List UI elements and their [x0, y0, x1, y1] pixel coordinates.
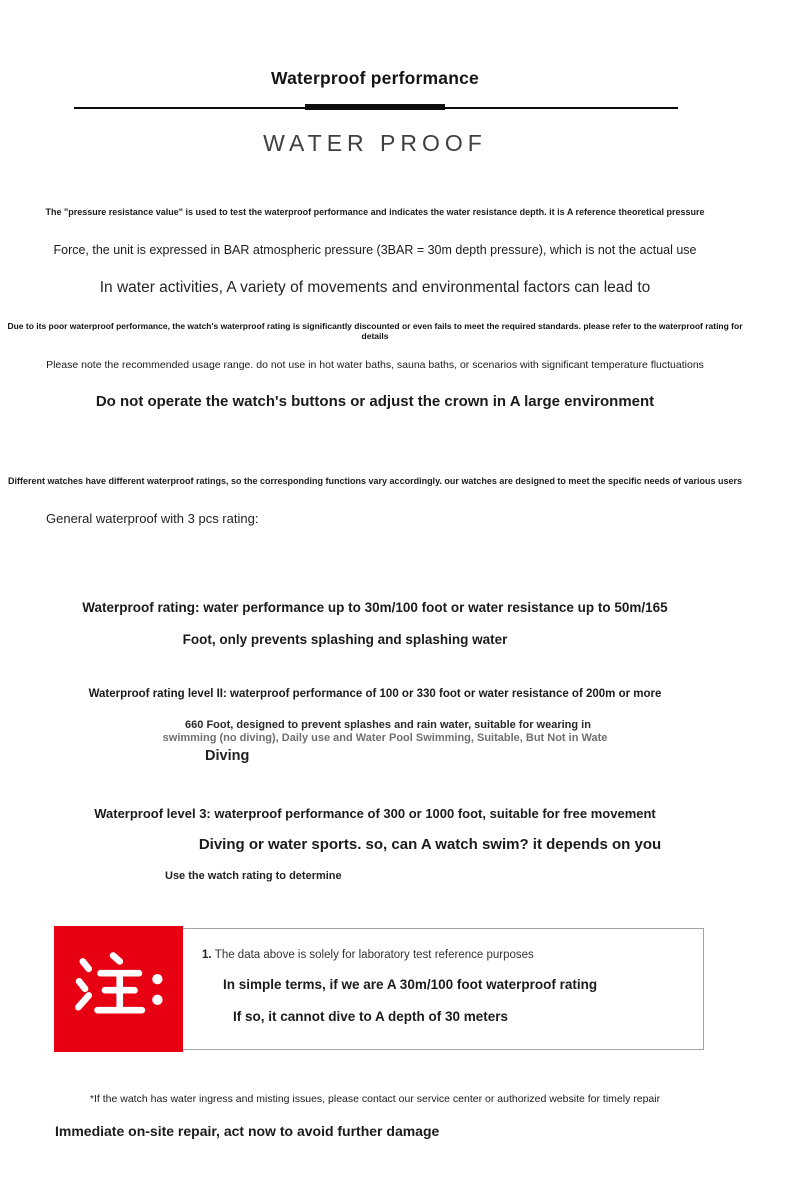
note-item-1-number: 1. [202, 949, 215, 961]
rating-level3-line1: Waterproof level 3: waterproof performance of 300 or 1000 foot, suitable for free movement [94, 806, 656, 821]
intro-line-do-not-operate: Do not operate the watch's buttons or adjust the crown in A large environment [95, 393, 655, 410]
note-item-2: In simple terms, if we are A 30m/100 foot waterproof rating [223, 977, 598, 992]
rating-level2-line1: Waterproof rating level II: waterproof performance of 100 or 330 foot or water resistance of 200m or more [88, 688, 662, 700]
note-item-1-text: The data above is solely for laboratory test reference purposes [214, 949, 534, 961]
footer-service-line: *If the watch has water ingress and misting issues, please contact our service center or authorized website for timely repair [89, 1093, 661, 1105]
note-item-1 [202, 949, 534, 961]
intro-line-usage-range: Please note the recommended usage range. do not use in hot water baths, sauna baths, or scenarios with significant temperature fluctuations [46, 359, 704, 371]
intro-line-bar-unit: Force, the unit is expressed in BAR atmospheric pressure (3BAR = 30m depth pressure), which is not the actual use [53, 243, 697, 257]
rating-level2-clipped-line: swimming (no diving), Daily use and Water Pool Swimming, Suitable, But Not in Wate [162, 732, 608, 744]
note-box [54, 928, 704, 1050]
rating-level1-line2: Foot, only prevents splashing and splashing water [182, 632, 508, 647]
rating-level3-line2: Diving or water sports. so, can A watch swim? it depends on you [198, 836, 662, 853]
intro-line-water-activities: In water activities, A variety of movements and environmental factors can lead to [99, 279, 651, 296]
page-title: Waterproof performance [271, 68, 479, 88]
ratings-intro-note: Different watches have different waterproof ratings, so the corresponding functions vary accordingly. our watches are designed to meet the specific needs of various users [7, 476, 742, 486]
ratings-heading: General waterproof with 3 pcs rating: [46, 511, 259, 526]
divider-thick-bar [305, 104, 445, 110]
footer-repair-line: Immediate on-site repair, act now to avoid further damage [55, 1123, 440, 1139]
note-chinese-label-icon [71, 940, 167, 1036]
rating-level2-diving-label: Diving [205, 748, 250, 764]
intro-line-poor-performance: Due to its poor waterproof performance, the watch's waterproof rating is significantly discounted or even fails to meet the required standards. please refer to the waterproof rating for details [7, 321, 743, 341]
rating-level1-line1: Waterproof rating: water performance up to 30m/100 foot or water resistance up to 50m/165 [82, 600, 668, 615]
rating-level3-line3: Use the watch rating to determine [165, 870, 342, 882]
page-subtitle: WATER PROOF [263, 130, 487, 156]
intro-line-pressure-value: The "pressure resistance value" is used to test the waterproof performance and indicates the water resistance depth. it is A reference theoretical pressure [45, 207, 705, 217]
note-item-3: If so, it cannot dive to A depth of 30 meters [233, 1009, 509, 1024]
note-label-red-block [54, 926, 183, 1052]
rating-level2-line2: 660 Foot, designed to prevent splashes and rain water, suitable for wearing in [185, 719, 591, 731]
